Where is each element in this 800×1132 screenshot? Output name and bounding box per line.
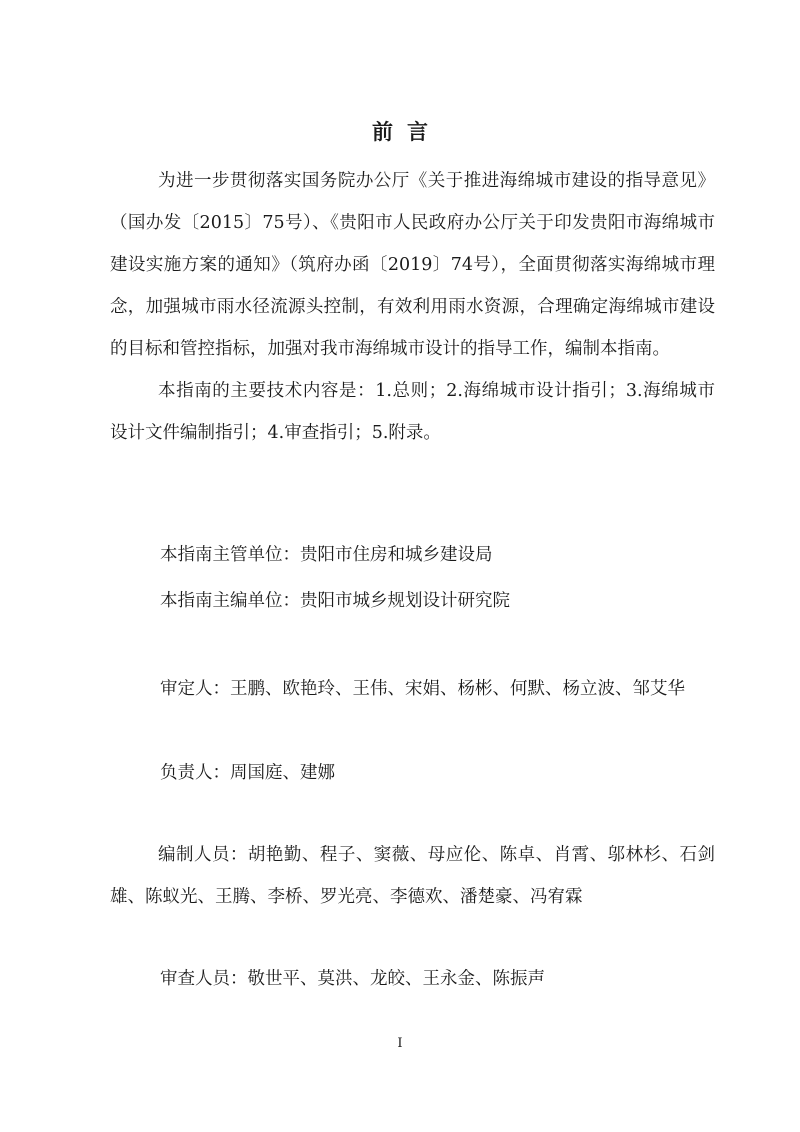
intro-section	[110, 160, 715, 454]
approvers-line: 审定人：王鹏、欧艳玲、王伟、宋娟、杨彬、何默、杨立波、邹艾华	[160, 679, 685, 699]
competent-unit-line: 本指南主管单位：贵阳市住房和城乡建设局	[160, 545, 493, 565]
intro-paragraph: 为进一步贯彻落实国务院办公厅《关于推进海绵城市建设的指导意见》（国办发〔2015〕75号）、《贵阳市人民政府办公厅关于印发贵阳市海绵城市建设实施方案的通知》（筑府办函〔2019〕74号），全面贯彻落实海绵城市理念，加强城市雨水径流源头控制，有效利用雨水资源，合理确定海绵城市建设的目标和管控指标，加强对我市海绵城市设计的指导工作，编制本指南。	[110, 171, 715, 359]
content-paragraph: 本指南的主要技术内容是：1.总则；2.海绵城市设计指引；3.海绵城市设计文件编制指引；4.审查指引；5.附录。	[110, 381, 715, 443]
page-number: I	[397, 1036, 403, 1051]
chief-editor-unit-line: 本指南主编单位：贵阳市城乡规划设计研究院	[160, 591, 510, 611]
responsible-line: 负责人：周国庭、建娜	[160, 763, 335, 783]
editors-paragraph: 编制人员：胡艳勤、程子、窦薇、母应伦、陈卓、肖霄、邬林杉、石剑雄、陈蚁光、王腾、李桥、罗光亮、李德欢、潘楚豪、冯宥霖	[110, 845, 715, 907]
page-title: 前言	[372, 119, 442, 144]
reviewers-line: 审查人员：敬世平、莫洪、龙皎、王永金、陈振声	[160, 969, 545, 989]
